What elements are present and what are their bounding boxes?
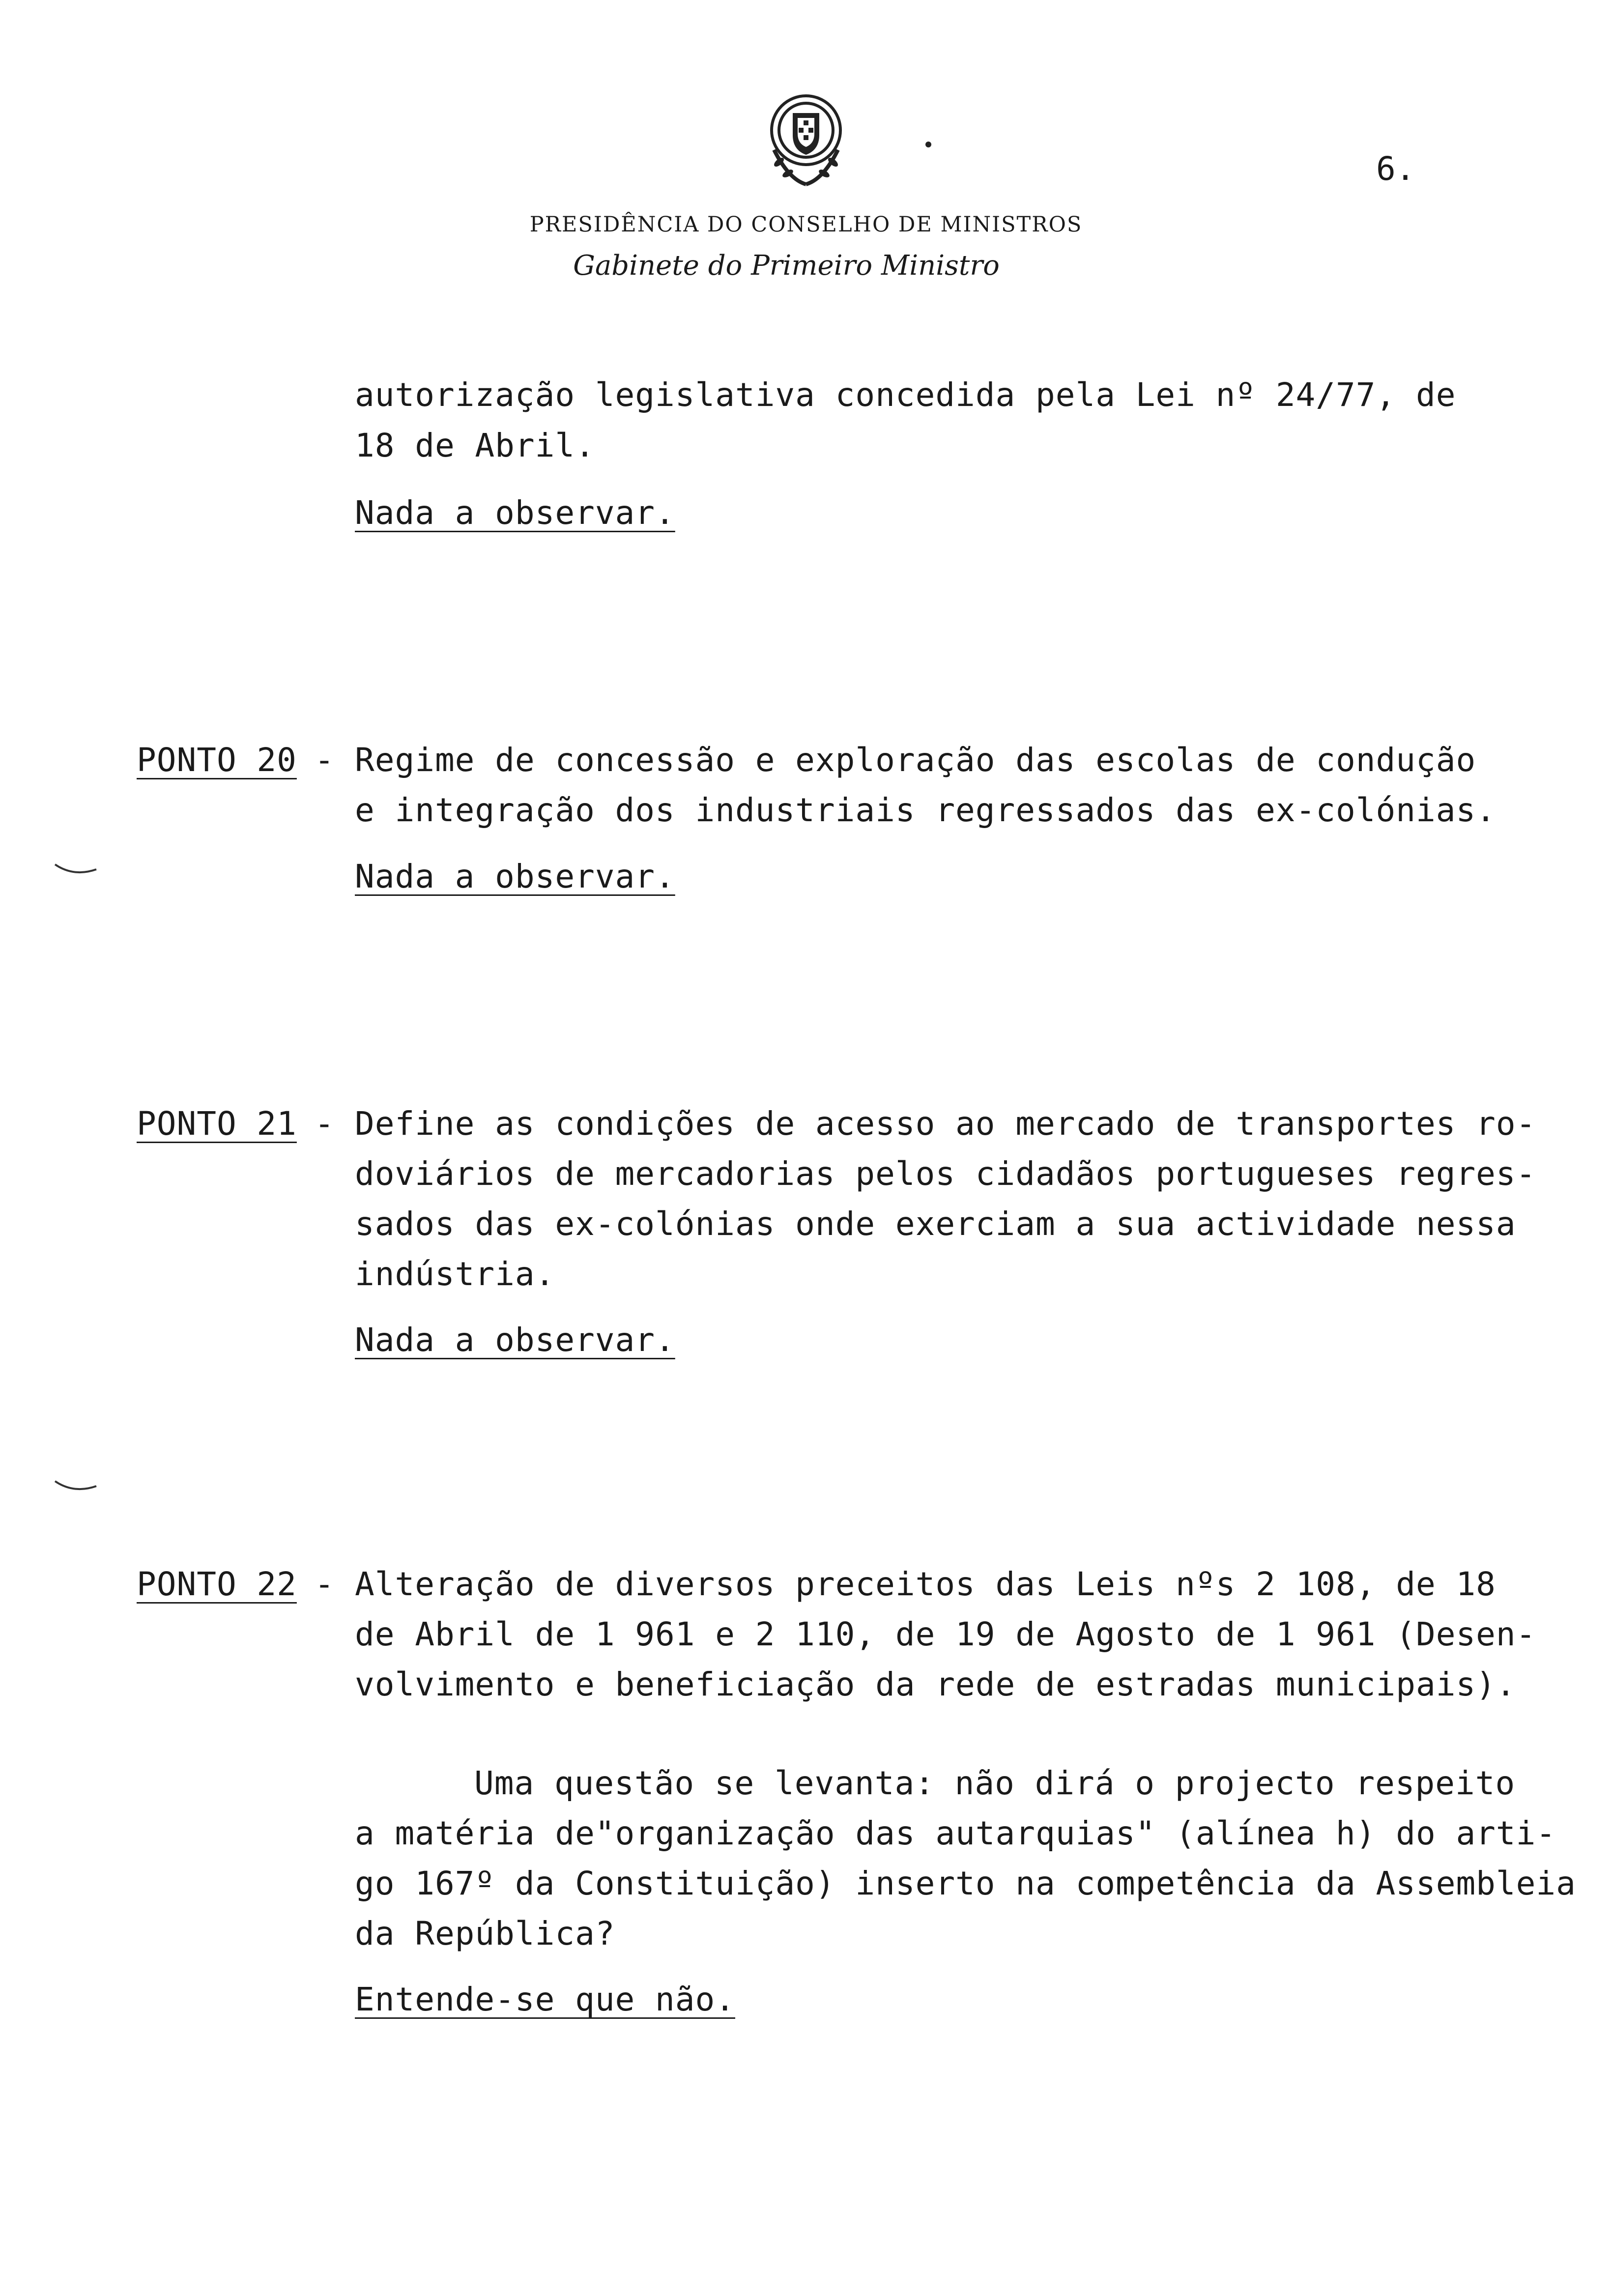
intro-line: autorização legislativa concedida pela Lei nº 24/77, de xyxy=(355,376,1456,414)
ink-dot xyxy=(925,142,931,147)
item-text-line: indústria. xyxy=(355,1255,555,1293)
paragraph-line: a matéria de"organização das autarquias" (alínea h) do arti- xyxy=(355,1814,1556,1852)
item-dash: - xyxy=(315,741,334,779)
coat-of-arms-icon xyxy=(749,81,863,194)
page-number: 6. xyxy=(1376,150,1415,188)
item-dash: - xyxy=(315,1565,334,1603)
item-text-line: e integração dos industriais regressados das ex-colónias. xyxy=(355,791,1496,829)
item-text-line: volvimento e beneficiação da rede de estradas municipais). xyxy=(355,1665,1516,1703)
item-note: Nada a observar. xyxy=(355,858,675,895)
item-text-line: doviários de mercadorias pelos cidadãos portugueses regres- xyxy=(355,1155,1536,1193)
item-dash: - xyxy=(315,1105,334,1143)
intro-note: Nada a observar. xyxy=(355,494,675,532)
item-label: PONTO 21 xyxy=(137,1105,297,1143)
margin-mark xyxy=(54,862,98,877)
organization-name: PRESIDÊNCIA DO CONSELHO DE MINISTROS xyxy=(529,212,1083,237)
paragraph-line: da República? xyxy=(355,1915,615,1952)
intro-line: 18 de Abril. xyxy=(355,427,595,464)
item-text-line: Regime de concessão e exploração das escolas de condução xyxy=(355,741,1476,779)
item-note: Entende-se que não. xyxy=(355,1980,735,2018)
paragraph-line: Uma questão se levanta: não dirá o projecto respeito xyxy=(474,1764,1516,1802)
paragraph-line: go 167º da Constituição) inserto na competência da Assembleia xyxy=(355,1865,1576,1902)
margin-mark xyxy=(54,1479,98,1494)
item-text-line: sados das ex-colónias onde exerciam a sua actividade nessa xyxy=(355,1205,1516,1243)
item-label: PONTO 22 xyxy=(137,1565,297,1603)
item-note: Nada a observar. xyxy=(355,1321,675,1359)
office-name: Gabinete do Primeiro Ministro xyxy=(573,250,1000,282)
item-text-line: de Abril de 1 961 e 2 110, de 19 de Agosto de 1 961 (Desen- xyxy=(355,1615,1536,1653)
item-text-line: Alteração de diversos preceitos das Leis nºs 2 108, de 18 xyxy=(355,1565,1496,1603)
item-label: PONTO 20 xyxy=(137,741,297,779)
item-text-line: Define as condições de acesso ao mercado de transportes ro- xyxy=(355,1105,1536,1143)
